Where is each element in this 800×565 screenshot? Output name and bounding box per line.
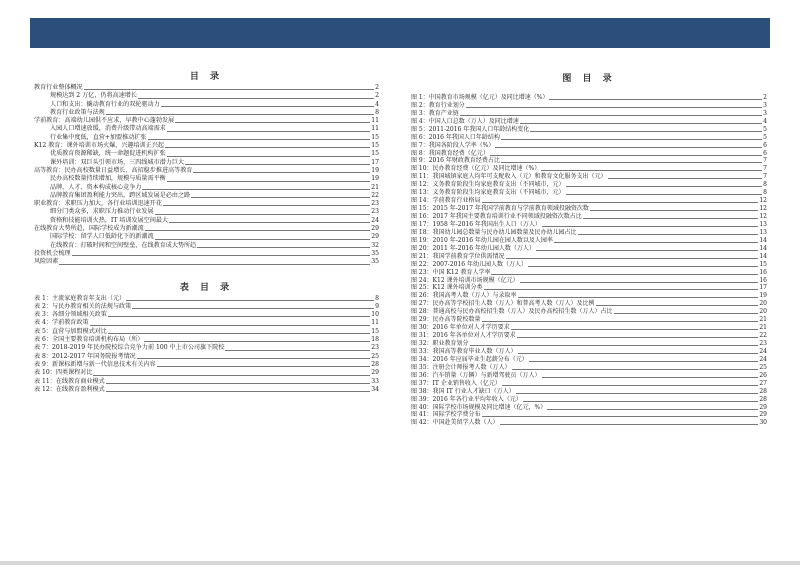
- table-entry[interactable]: [34, 361, 379, 369]
- table-entry-page-number: 29: [371, 369, 379, 377]
- contents-entry-text: 国际学校：留学人口低龄化下的新潮流: [50, 233, 154, 241]
- figure-entry-text: 图 28：普通高校与民办高校招生数（万人）及民办高校招生数（万人）占比: [411, 308, 613, 316]
- figure-entry-text: 图 42：中国赴美留学人数（人）: [411, 419, 499, 427]
- figure-entry-text: 图 31：2016 年各单位对人才学历要求: [411, 332, 516, 340]
- figure-entry-text: 图 38：我国 IT 行业人才缺口（万人）: [411, 387, 515, 395]
- dot-leader: [578, 234, 759, 235]
- dot-leader: [566, 186, 763, 187]
- figure-entry[interactable]: [411, 221, 767, 229]
- dot-leader: [523, 401, 759, 402]
- dot-leader: [466, 107, 762, 108]
- figure-entry[interactable]: [411, 364, 767, 372]
- contents-entry[interactable]: [34, 101, 379, 109]
- contents-entry-text: 风险因素: [34, 258, 59, 266]
- figure-entry-page-number: 21: [759, 316, 767, 324]
- dot-leader: [59, 264, 370, 265]
- figure-entry-text: 图 4：中国人口总数（万人）及同比增速: [411, 117, 519, 125]
- figure-entry-page-number: 27: [759, 379, 767, 387]
- dot-leader: [106, 383, 371, 384]
- figure-entry[interactable]: [411, 316, 767, 324]
- contents-entry[interactable]: [34, 92, 379, 100]
- contents-entry-page-number: 29: [371, 233, 379, 241]
- contents-entry-page-number: 35: [371, 249, 379, 257]
- contents-entry-text: 规模达到 2 万亿，仍将高速增长: [50, 92, 137, 100]
- contents-title: 目 录: [189, 72, 224, 82]
- dot-leader: [566, 194, 763, 195]
- figure-entry-text: 图 20：2011 年-2016 年幼儿园人数（万人）: [411, 244, 535, 252]
- dot-leader: [518, 297, 759, 298]
- figure-entry-page-number: 24: [759, 355, 767, 363]
- contents-entry-text: 优质教育资源稀缺，统一命题促进机构扩张: [50, 150, 166, 158]
- figure-entry-text: 图 13：义务教育阶段生均家庭教育支出（不同城市，元）: [411, 189, 565, 197]
- figure-entry[interactable]: [411, 94, 767, 102]
- figure-entry[interactable]: [411, 253, 767, 261]
- dot-leader: [138, 98, 374, 99]
- contents-entry-page-number: 32: [371, 241, 379, 249]
- contents-entry-page-number: 24: [371, 216, 379, 224]
- dot-leader: [516, 393, 759, 394]
- table-entry[interactable]: [34, 303, 379, 311]
- figure-entry-text: 图 12：义务教育阶段生均家庭教育支出（不同城市，元）: [411, 181, 565, 189]
- dot-leader: [155, 214, 371, 215]
- figure-entry-text: 图 26：我国高考人数（万人）与录取率: [411, 292, 517, 300]
- dot-leader: [175, 122, 370, 123]
- contents-entry-page-number: 17: [371, 158, 379, 166]
- dot-leader: [470, 345, 759, 346]
- dot-leader: [144, 341, 370, 342]
- contents-entry-text: 资格和技能培训火热，IT 培训发展空间最大: [50, 216, 169, 224]
- figure-entry[interactable]: [411, 380, 767, 388]
- contents-entry-page-number: 15: [371, 142, 379, 150]
- dot-leader: [608, 178, 763, 179]
- contents-entry[interactable]: [34, 242, 379, 250]
- dot-leader: [512, 369, 759, 370]
- dot-leader: [167, 131, 370, 132]
- figure-entry-page-number: 12: [759, 197, 767, 205]
- contents-entry-page-number: 22: [371, 191, 379, 199]
- dot-leader: [167, 156, 370, 157]
- contents-entry-page-number: 23: [371, 208, 379, 216]
- figure-entry-page-number: 29: [759, 411, 767, 419]
- figure-entry-page-number: 16: [759, 268, 767, 276]
- figure-entry[interactable]: [411, 332, 767, 340]
- figure-entry-page-number: 24: [759, 347, 767, 355]
- figures-list: [411, 94, 767, 427]
- table-entry[interactable]: [34, 319, 379, 327]
- contents-entry[interactable]: [34, 109, 379, 117]
- contents-entry-page-number: 8: [375, 108, 379, 116]
- contents-entry[interactable]: [34, 208, 379, 216]
- figure-entry-text: 图 9：2016 年财政教育经费占比: [411, 157, 500, 165]
- contents-entry-page-number: 35: [371, 258, 379, 266]
- figure-entry-text: 图 33：我国高等教育毕业人数（万人）: [411, 347, 517, 355]
- figure-entry-text: 图 40：国际学校市场规模及同比增速（亿元，%）: [411, 403, 547, 411]
- contents-entry-text: 学前教育：高端幼儿园供不应求，早教中心蓬勃发展: [34, 117, 175, 125]
- tables-title: 表 目 录: [179, 282, 234, 293]
- dot-leader: [484, 289, 759, 290]
- contents-entry[interactable]: [34, 159, 379, 167]
- dot-leader: [169, 222, 370, 223]
- figure-entry-page-number: 16: [759, 276, 767, 284]
- dot-leader: [84, 89, 374, 90]
- left-column: [34, 70, 379, 394]
- figure-entry[interactable]: [411, 372, 767, 380]
- figure-entry-text: 图 27：民办高等学校招生人数（万人）和普高考人数（万人）及比例: [411, 300, 595, 308]
- dot-leader: [155, 239, 371, 240]
- table-entry-page-number: 15: [371, 327, 379, 335]
- figure-entry-text: 图 23：中国 K12 教育人学率: [411, 268, 491, 276]
- figure-entry-page-number: 30: [759, 419, 767, 427]
- figure-entry-page-number: 28: [759, 395, 767, 403]
- dot-leader: [108, 333, 370, 334]
- contents-entry[interactable]: [34, 192, 379, 200]
- figure-entry[interactable]: [411, 197, 767, 205]
- dot-leader: [157, 366, 371, 367]
- figure-entry-page-number: 12: [759, 205, 767, 213]
- figure-entry[interactable]: [411, 348, 767, 356]
- table-entry-page-number: 8: [375, 294, 379, 302]
- right-column: [411, 72, 767, 427]
- table-entry-page-number: 33: [371, 377, 379, 385]
- table-entry-text: 表 5：直营与加盟模式对比: [34, 327, 107, 335]
- dot-leader: [520, 123, 762, 124]
- contents-entry-page-number: 15: [371, 150, 379, 158]
- figure-entry-text: 图 6：2016 年我国人口年龄结构: [411, 133, 500, 141]
- contents-entry-text: 品牌教育集团盈利能力突出，跨区域发展是必由之路: [50, 191, 191, 199]
- figure-entry-page-number: 5: [763, 125, 767, 133]
- figure-entry[interactable]: [411, 142, 767, 150]
- table-entry[interactable]: [34, 295, 379, 303]
- figure-entry-text: 图 16：2017 年我国主要教育培训行业不同领域投融资次数占比: [411, 213, 582, 221]
- figure-entry-text: 图 39：2016 年各行业平均年收入（元）: [411, 395, 522, 403]
- contents-entry-text: 民办高校数量持续增加，规模与质量需平衡: [50, 175, 166, 183]
- figure-entry-page-number: 12: [759, 213, 767, 221]
- figure-entry-text: 图 3：教育产业链: [411, 109, 459, 117]
- figure-entry[interactable]: [411, 269, 767, 277]
- figure-entry-page-number: 13: [759, 228, 767, 236]
- dot-leader: [495, 147, 762, 148]
- contents-entry-text: 在线教育：打破时间和空间壁垒，在线教育成大势所趋: [50, 241, 197, 249]
- dot-leader: [106, 114, 374, 115]
- figure-entry-text: 图 41：国际学校学费分布: [411, 411, 481, 419]
- dot-leader: [126, 300, 374, 301]
- dot-leader: [460, 115, 762, 116]
- dot-leader: [518, 353, 759, 354]
- figures-title: 图 目 录: [562, 74, 616, 84]
- figure-entry-text: 图 8：我国教育经费（亿元）: [411, 149, 489, 157]
- figure-entry[interactable]: [411, 356, 767, 364]
- dot-leader: [167, 181, 370, 182]
- figure-entry-text: 图 32：职业教育划分: [411, 340, 469, 348]
- table-entry-text: 表 2：与民办教育相关的法规与政策: [34, 302, 132, 310]
- figure-entry[interactable]: [411, 245, 767, 253]
- table-entry-text: 表 1：主流家庭教育年支出（元）: [34, 294, 126, 302]
- contents-entry[interactable]: [34, 184, 379, 192]
- contents-entry-text: 人口和支出：撬动教育行业的双轮驱动力: [50, 100, 160, 108]
- contents-entry[interactable]: [34, 250, 379, 258]
- table-entry-text: 表 4：学前教育政策: [34, 319, 89, 327]
- dot-leader: [536, 250, 758, 251]
- contents-list: [34, 84, 379, 267]
- dot-leader: [590, 210, 758, 211]
- figure-entry-page-number: 13: [759, 220, 767, 228]
- contents-entry[interactable]: [34, 150, 379, 158]
- figure-entry-text: 图 11：我国城镇家庭人均年可支配收入（元）和教育文化服务支出（元）: [411, 173, 607, 181]
- contents-entry-page-number: 19: [371, 166, 379, 174]
- tables-list: [34, 295, 379, 395]
- figure-entry[interactable]: [411, 213, 767, 221]
- contents-entry-page-number: 21: [371, 183, 379, 191]
- figure-entry-text: 图 5：2011-2016 年我国人口年龄结构变化: [411, 125, 530, 133]
- figure-entry[interactable]: [411, 229, 767, 237]
- contents-entry-page-number: 19: [371, 175, 379, 183]
- dot-leader: [106, 391, 371, 392]
- contents-entry-text: 教育行业整体概况: [34, 84, 83, 91]
- contents-entry-text: 教育行业政策与法规: [50, 108, 105, 116]
- contents-entry-text: K12 教育：课外培训市场火爆，兴趣培训正兴起: [34, 142, 165, 150]
- figure-entry-page-number: 7: [763, 165, 767, 173]
- figure-entry-page-number: 26: [759, 371, 767, 379]
- dot-leader: [614, 313, 759, 314]
- table-entry-page-number: 23: [371, 344, 379, 352]
- dot-leader: [529, 361, 759, 362]
- figure-entry-page-number: 22: [759, 332, 767, 340]
- table-entry-text: 表 11：在线教育商业模式: [34, 377, 105, 385]
- dot-leader: [72, 255, 371, 256]
- dot-leader: [530, 131, 762, 132]
- contents-entry-text: 职业教育：求职压力加大，各行业培训迅速开花: [34, 200, 162, 208]
- figure-entry-text: 图 19：2010 年-2016 年幼儿园在园人数以及人园率: [411, 236, 553, 244]
- dot-leader: [547, 409, 758, 410]
- dot-leader: [506, 258, 759, 259]
- dot-leader: [225, 350, 370, 351]
- figure-entry-text: 图 29：民办高等院校数量: [411, 316, 481, 324]
- contents-entry-page-number: 15: [371, 133, 379, 141]
- figure-entry[interactable]: [411, 261, 767, 269]
- table-entry-text: 表 10：四类课程对比: [34, 369, 93, 377]
- dot-leader: [542, 226, 758, 227]
- contents-entry-text: 课外培训：双巨头引领市场，三四线城市潜力巨大: [50, 158, 185, 166]
- figure-entry-text: 图 35：注册会计师报考人数（万人）: [411, 363, 511, 371]
- dot-leader: [132, 308, 374, 309]
- table-entry-page-number: 34: [371, 385, 379, 393]
- contents-entry[interactable]: [34, 175, 379, 183]
- contents-entry-page-number: 2: [375, 84, 379, 91]
- figure-entry-text: 图 2：教育行业划分: [411, 101, 465, 109]
- figure-entry[interactable]: [411, 396, 767, 404]
- figure-entry-text: 图 15：2015 年-2017 年我国学前教育与学前教育领域投融资次数: [411, 205, 589, 213]
- figure-entry-page-number: 6: [763, 149, 767, 157]
- contents-entry-page-number: 11: [371, 117, 379, 125]
- dot-leader: [491, 274, 758, 275]
- dot-leader: [517, 337, 759, 338]
- figure-entry-text: 图 14：学前教育行业格局: [411, 197, 481, 205]
- figure-entry[interactable]: [411, 189, 767, 197]
- figure-entry[interactable]: [411, 419, 767, 427]
- dot-leader: [93, 375, 370, 376]
- table-entry-page-number: 28: [371, 360, 379, 368]
- figure-entry-page-number: 2: [763, 93, 767, 101]
- figure-entry-page-number: 20: [759, 308, 767, 316]
- dot-leader: [145, 230, 371, 231]
- figure-entry-text: 图 10：民办教育经费（亿元）及同比增速（%）: [411, 165, 541, 173]
- figure-entry-page-number: 8: [763, 181, 767, 189]
- dot-leader: [502, 385, 759, 386]
- figure-entry-page-number: 6: [763, 141, 767, 149]
- table-entry-text: 表 8：2012-2017 年国务院报考情况: [34, 352, 136, 360]
- contents-entry[interactable]: [34, 134, 379, 142]
- figure-entry[interactable]: [411, 340, 767, 348]
- table-entry-text: 表 7：2018-2019 年民办院校综合竞争力前 100 中上市公司旗下院校: [34, 344, 225, 352]
- figure-entry-page-number: 7: [763, 157, 767, 165]
- dot-leader: [148, 139, 371, 140]
- figure-entry-page-number: 28: [759, 387, 767, 395]
- figure-entry[interactable]: [411, 126, 767, 134]
- figure-entry-page-number: 15: [759, 260, 767, 268]
- figure-entry-page-number: 5: [763, 133, 767, 141]
- table-entry[interactable]: [34, 353, 379, 361]
- figure-entry-page-number: 29: [759, 403, 767, 411]
- contents-entry-text: 投资机会梳理: [34, 249, 71, 257]
- contents-entry-page-number: 4: [375, 100, 379, 108]
- dot-leader: [142, 189, 370, 190]
- figure-entry-text: 图 18：我国幼儿园总数量与民办幼儿园数量及民办幼儿园占比: [411, 228, 577, 236]
- table-entry-page-number: 11: [371, 319, 379, 327]
- figure-entry-page-number: 25: [759, 363, 767, 371]
- figure-entry-text: 图 17：1958 年-2016 年我国出生人口（万人）: [411, 220, 541, 228]
- contents-entry-page-number: 2: [375, 92, 379, 100]
- dot-leader: [520, 282, 759, 283]
- figure-entry-page-number: 23: [759, 340, 767, 348]
- table-entry[interactable]: [34, 344, 379, 352]
- contents-entry-page-number: 11: [371, 125, 379, 133]
- table-entry-page-number: 18: [371, 336, 379, 344]
- figure-entry[interactable]: [411, 205, 767, 213]
- contents-entry-text: 在线教育大势所趋，国际学校成为新潮流: [34, 225, 144, 233]
- dot-leader: [161, 106, 374, 107]
- dot-leader: [108, 316, 370, 317]
- figure-entry-page-number: 20: [759, 300, 767, 308]
- page-bottom-edge: [0, 561, 800, 565]
- contents-entry-page-number: 23: [371, 200, 379, 208]
- figure-entry-page-number: 21: [759, 324, 767, 332]
- dot-leader: [596, 305, 759, 306]
- dot-leader: [511, 329, 759, 330]
- table-entry-text: 表 6：全国主要教育培训机构布局（所）: [34, 336, 144, 344]
- dot-leader: [163, 205, 370, 206]
- figure-entry[interactable]: [411, 388, 767, 396]
- table-entry-page-number: 25: [371, 352, 379, 360]
- contents-entry[interactable]: [34, 217, 379, 225]
- figure-entry-page-number: 4: [763, 117, 767, 125]
- dot-leader: [165, 147, 370, 148]
- dot-leader: [528, 266, 758, 267]
- figure-entry[interactable]: [411, 110, 767, 118]
- figure-entry-text: 图 37：IT 企业销售收入（亿元）: [411, 379, 501, 387]
- dot-leader: [191, 197, 370, 198]
- figure-entry-page-number: 14: [759, 244, 767, 252]
- figure-entry-text: 图 36：汽车销量（万辆）与新增驾驶员（万人）: [411, 371, 541, 379]
- contents-entry[interactable]: [34, 258, 379, 266]
- figure-entry-page-number: 14: [759, 236, 767, 244]
- contents-entry[interactable]: [34, 233, 379, 241]
- dot-leader: [482, 202, 759, 203]
- contents-entry-text: 行业集中度低，直营+加盟推动扩张: [50, 133, 147, 141]
- figure-entry-text: 图 24：K12 课外培训市场规模（亿元）: [411, 276, 519, 284]
- figure-entry-text: 图 21：我国学前教育学位供需情况: [411, 252, 505, 260]
- dot-leader: [490, 155, 762, 156]
- dot-leader: [137, 358, 370, 359]
- figure-entry-text: 图 25：K12 课外培训分类: [411, 284, 483, 292]
- contents-entry[interactable]: [34, 125, 379, 133]
- dot-leader: [90, 325, 371, 326]
- dot-leader: [185, 164, 370, 165]
- figure-entry[interactable]: [411, 102, 767, 110]
- table-entry-text: 表 12：在线教育盈利模式: [34, 385, 105, 393]
- table-entry-text: 表 3：各细分领域相关政策: [34, 311, 107, 319]
- table-entry[interactable]: [34, 328, 379, 336]
- header-banner: [30, 18, 770, 48]
- figure-entry[interactable]: [411, 237, 767, 245]
- table-entry[interactable]: [34, 378, 379, 386]
- dot-leader: [549, 99, 762, 100]
- table-entry[interactable]: [34, 369, 379, 377]
- dot-leader: [542, 377, 759, 378]
- dot-leader: [193, 172, 370, 173]
- table-entry-page-number: 10: [371, 311, 379, 319]
- contents-entry-page-number: 29: [371, 225, 379, 233]
- contents-entry-text: 细分门类众多，求职压力推动行业发展: [50, 208, 154, 216]
- figure-entry-text: 图 22：2007-2016 年幼儿园人数（万人）: [411, 260, 528, 268]
- dot-leader: [197, 247, 370, 248]
- figure-entry-text: 图 7：我国各阶段人学率（%）: [411, 141, 495, 149]
- figure-entry-text: 图 30：2016 年单位对人才学历要求: [411, 324, 510, 332]
- figure-entry-text: 图 1：中国教育市场规模（亿元）及同比增速（%）: [411, 93, 549, 101]
- dot-leader: [554, 242, 758, 243]
- dot-leader: [482, 416, 759, 417]
- figure-entry-page-number: 7: [763, 173, 767, 181]
- figure-entry[interactable]: [411, 134, 767, 142]
- table-entry[interactable]: [34, 386, 379, 394]
- contents-entry-text: 品牌、人才、资本构成核心竞争力: [50, 183, 142, 191]
- dot-leader: [583, 218, 759, 219]
- figure-entry-page-number: 17: [759, 284, 767, 292]
- contents-entry-text: 入园人口增速放缓，消费升级带动高端需求: [50, 125, 166, 133]
- dot-leader: [501, 162, 762, 163]
- dot-leader: [500, 424, 759, 425]
- dot-leader: [541, 170, 762, 171]
- dot-leader: [501, 139, 762, 140]
- figure-entry-page-number: 8: [763, 189, 767, 197]
- figure-entry-page-number: 3: [763, 109, 767, 117]
- figure-entry[interactable]: [411, 324, 767, 332]
- figure-entry-page-number: 14: [759, 252, 767, 260]
- figure-entry-page-number: 19: [759, 292, 767, 300]
- figure-entry-text: 图 34：2016 年应届毕业生起薪分布（元）: [411, 355, 528, 363]
- figure-entry[interactable]: [411, 118, 767, 126]
- figure-entry-page-number: 3: [763, 101, 767, 109]
- table-entry-page-number: 9: [375, 302, 379, 310]
- dot-leader: [482, 321, 759, 322]
- contents-entry-text: 高等教育：民办高校数量日益增长，高招稳步推进高等教育: [34, 166, 193, 174]
- table-entry-text: 表 9：新课标新增与新一代信息技术有关内容: [34, 360, 156, 368]
